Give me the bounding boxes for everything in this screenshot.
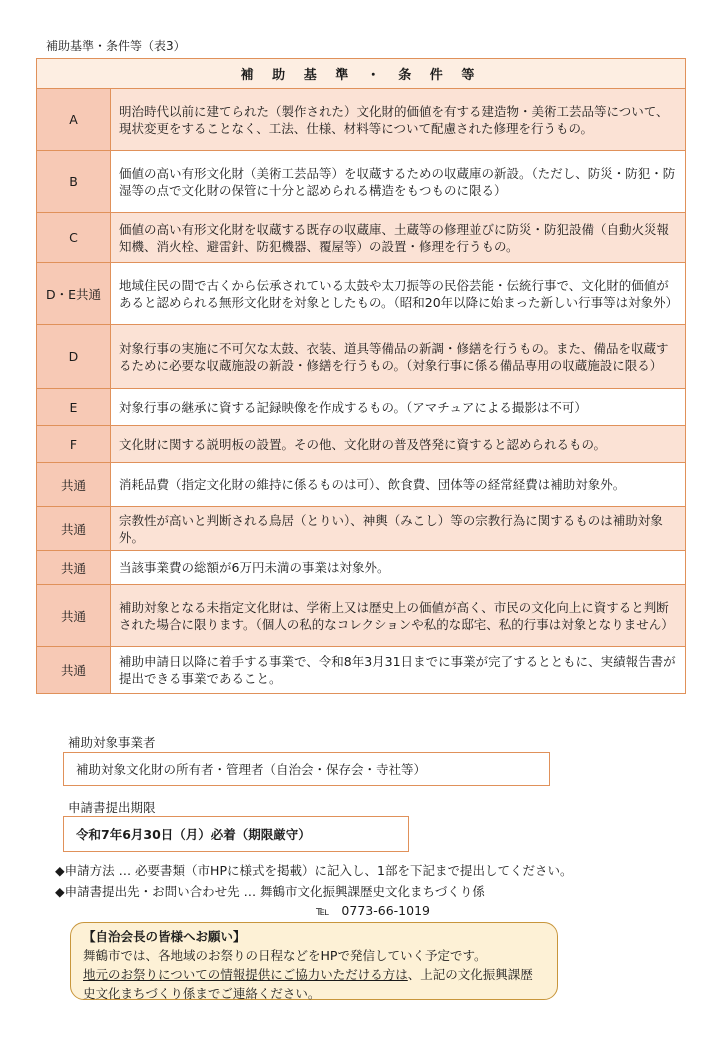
table-row	[37, 647, 686, 694]
row-key: D	[37, 325, 111, 389]
contact-line: ◆申請書提出先・お問い合わせ先 … 舞鶴市文化振興課歴史文化まちづくり係	[55, 884, 485, 899]
table-row	[37, 151, 686, 213]
notice-title: 【自治会長の皆様へお願い】	[83, 929, 246, 944]
method-line: ◆申請方法 … 必要書類（市HPに様式を掲載）に記入し、1部を下記まで提出してください。	[55, 863, 573, 878]
row-key: A	[37, 89, 111, 151]
table-header: 補 助 基 準 ・ 条 件 等	[37, 59, 686, 89]
table-caption: 補助基準・条件等（表3）	[46, 39, 186, 53]
row-text: 補助対象となる未指定文化財は、学術上又は歴史上の価値が高く、市民の文化向上に資すると判断された場合に限ります。（個人の私的なコレクションや私的な邸宅、私的行事は対象となりません）	[111, 585, 686, 647]
row-text: 明治時代以前に建てられた（製作された）文化財的価値を有する建造物・美術工芸品等について、現状変更をすることなく、工法、仕様、材料等について配慮された修理を行うもの。	[111, 89, 686, 151]
row-text: 対象行事の継承に資する記録映像を作成するもの。（アマチュアによる撮影は不可）	[111, 389, 686, 426]
tel-number: 0773-66-1019	[341, 903, 430, 918]
deadline-label: 申請書提出期限	[68, 800, 156, 815]
deadline-box	[63, 816, 409, 852]
row-key: D・E共通	[37, 263, 111, 325]
row-text: 文化財に関する説明板の設置。その他、文化財の普及啓発に資すると認められるもの。	[111, 426, 686, 463]
eligible-value: 補助対象文化財の所有者・管理者（自治会・保存会・寺社等）	[76, 762, 427, 777]
table-row	[37, 389, 686, 426]
row-key: F	[37, 426, 111, 463]
row-key: 共通	[37, 585, 111, 647]
table-row	[37, 263, 686, 325]
row-text: 宗教性が高いと判断される鳥居（とりい）、神輿（みこし）等の宗教行為に関するものは補助対象外。	[111, 507, 686, 551]
row-text: 価値の高い有形文化財を収蔵する既存の収蔵庫、土蔵等の修理並びに防災・防犯設備（自動火災報知機、消火栓、避雷針、防犯機器、覆屋等）の設置・修理を行うもの。	[111, 213, 686, 263]
notice-line2	[83, 965, 545, 1003]
table-row	[37, 507, 686, 551]
row-key: 共通	[37, 463, 111, 507]
phone-icon: ℡	[316, 903, 330, 918]
row-text: 価値の高い有形文化財（美術工芸品等）を収蔵するための収蔵庫の新設。（ただし、防災・防犯・防湿等の点で文化財の保管に十分と認められる構造をもつものに限る）	[111, 151, 686, 213]
row-text: 消耗品費（指定文化財の維持に係るものは可）、飲食費、団体等の経常経費は補助対象外。	[111, 463, 686, 507]
row-text: 補助申請日以降に着手する事業で、令和8年3月31日までに事業が完了するとともに、実績報告書が提出できる事業であること。	[111, 647, 686, 694]
row-key: 共通	[37, 647, 111, 694]
row-key: 共通	[37, 551, 111, 585]
table-row	[37, 426, 686, 463]
table-row	[37, 551, 686, 585]
table-row	[37, 325, 686, 389]
notice-box	[70, 922, 558, 1000]
eligible-box	[63, 752, 550, 786]
table-row	[37, 585, 686, 647]
criteria-table	[36, 58, 686, 694]
notice-underlined: 地元のお祭りについての情報提供にご協力いただける方は	[83, 967, 408, 982]
tel-line	[316, 903, 430, 918]
row-key: C	[37, 213, 111, 263]
row-text: 当該事業費の総額が6万円未満の事業は対象外。	[111, 551, 686, 585]
deadline-value: 令和7年6月30日（月）必着（期限厳守）	[76, 827, 311, 842]
table-row	[37, 89, 686, 151]
eligible-label: 補助対象事業者	[68, 735, 156, 750]
row-key: E	[37, 389, 111, 426]
row-key: 共通	[37, 507, 111, 551]
row-key: B	[37, 151, 111, 213]
table-row	[37, 463, 686, 507]
table-row	[37, 213, 686, 263]
row-text: 地域住民の間で古くから伝承されている太鼓や太刀振等の民俗芸能・伝統行事で、文化財的価値があると認められる無形文化財を対象としたもの。（昭和20年以降に始まった新しい行事等は対象外）	[111, 263, 686, 325]
notice-rest: 、上記の文化振興課歴史文化まちづくり係までご連絡ください。	[83, 967, 533, 1001]
row-text: 対象行事の実施に不可欠な太鼓、衣装、道具等備品の新調・修繕を行うもの。また、備品を収蔵するために必要な収蔵施設の新設・修繕を行うもの。（対象行事に係る備品専用の収蔵施設に限る）	[111, 325, 686, 389]
notice-line1: 舞鶴市では、各地域のお祭りの日程などをHPで発信していく予定です。	[83, 948, 487, 963]
